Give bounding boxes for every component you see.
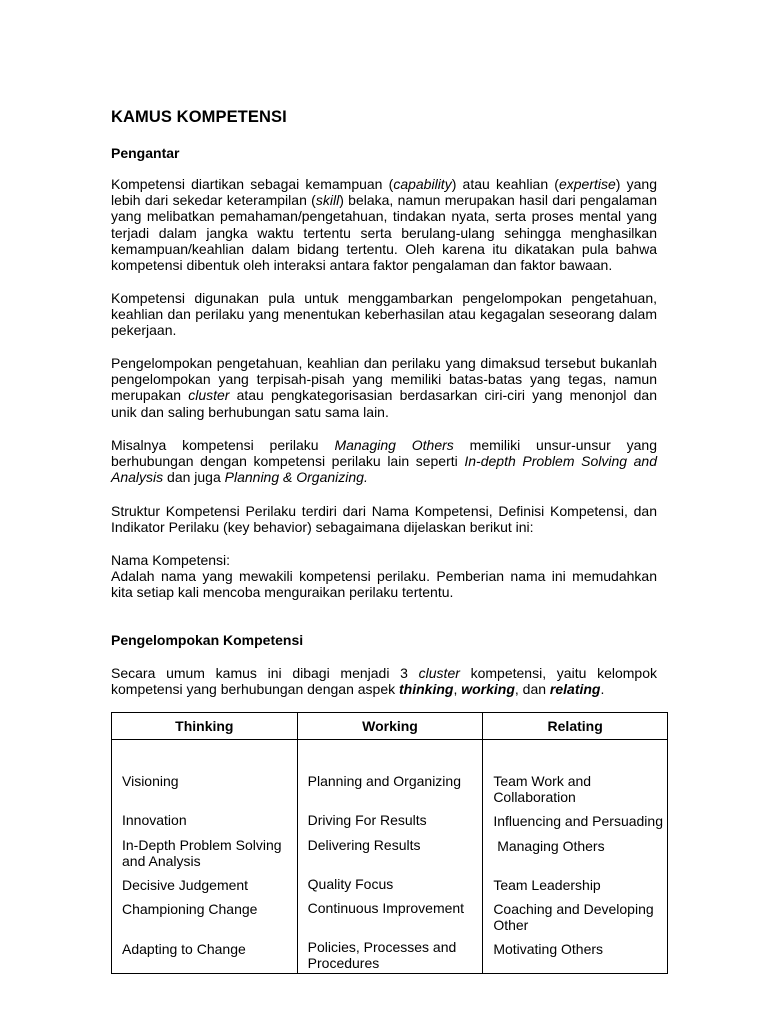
section-heading-pengelompokan: Pengelompokan Kompetensi bbox=[111, 632, 304, 648]
intro-paragraph-5: Struktur Kompetensi Perilaku terdiri dari Nama Kompetensi, Definisi Kompetensi, dan Indikator Perilaku (key behavior) sebagaimana dijelaskan berikut ini: bbox=[111, 503, 657, 536]
table-cell: Policies, Processes and Procedures bbox=[307, 939, 457, 972]
table-cell: Continuous Improvement bbox=[307, 900, 465, 916]
table-cell: Championing Change bbox=[122, 901, 258, 917]
thinking-column bbox=[112, 740, 298, 974]
intro-paragraph-4: Misalnya kompetensi perilaku Managing Others memiliki unsur-unsur yang berhubungan dengan kompetensi perilaku lain seperti In-depth Problem Solving and Analysis dan juga Planning & Organizing. bbox=[111, 437, 657, 486]
table-header-row bbox=[112, 713, 668, 740]
table-cell: Team Work and Collaboration bbox=[493, 773, 592, 806]
working-column bbox=[297, 740, 483, 974]
table-body-row bbox=[112, 740, 668, 974]
table-cell: Driving For Results bbox=[307, 812, 427, 828]
nama-kompetensi-label: Nama Kompetensi: bbox=[111, 552, 231, 568]
column-header-thinking: Thinking bbox=[112, 713, 298, 740]
table-cell: Motivating Others bbox=[493, 941, 604, 957]
table-cell: Delivering Results bbox=[307, 837, 421, 853]
document-title: KAMUS KOMPETENSI bbox=[111, 108, 287, 126]
table-cell: Team Leadership bbox=[493, 877, 601, 893]
competency-table bbox=[111, 712, 668, 974]
table-cell: In-Depth Problem Solving and Analysis bbox=[122, 837, 282, 870]
table-cell: Innovation bbox=[122, 812, 187, 828]
nama-kompetensi-text: Adalah nama yang mewakili kompetensi perilaku. Pemberian nama ini memudahkan kita setiap kali mencoba menguraikan perilaku tertentu. bbox=[111, 568, 657, 601]
table-cell: Planning and Organizing bbox=[307, 773, 461, 789]
grouping-paragraph: Secara umum kamus ini dibagi menjadi 3 cluster kompetensi, yaitu kelompok kompetensi yang berhubungan dengan aspek thinking, working, dan relating. bbox=[111, 665, 657, 698]
column-header-working: Working bbox=[297, 713, 483, 740]
section-heading-pengantar: Pengantar bbox=[111, 145, 180, 161]
table-cell: Managing Others bbox=[493, 838, 605, 854]
table-cell: Adapting to Change bbox=[122, 941, 246, 957]
table-cell: Visioning bbox=[122, 773, 179, 789]
table-cell: Decisive Judgement bbox=[122, 877, 249, 893]
relating-column bbox=[483, 740, 668, 974]
intro-paragraph-3: Pengelompokan pengetahuan, keahlian dan perilaku yang dimaksud tersebut bukanlah pengelompokan yang terpisah-pisah yang memiliki batas-batas yang tegas, namun merupakan cluster atau pengkategorisasian berdasarkan ciri-ciri yang menonjol dan unik dan saling berhubungan satu sama lain. bbox=[111, 355, 657, 420]
table-cell: Coaching and Developing Other bbox=[493, 901, 654, 934]
column-header-relating: Relating bbox=[483, 713, 668, 740]
table-cell: Quality Focus bbox=[307, 876, 394, 892]
table-cell: Influencing and Persuading bbox=[493, 813, 663, 829]
intro-paragraph-2: Kompetensi digunakan pula untuk menggambarkan pengelompokan pengetahuan, keahlian dan perilaku yang menentukan keberhasilan atau kegagalan seseorang dalam pekerjaan. bbox=[111, 290, 657, 339]
intro-paragraph-1: Kompetensi diartikan sebagai kemampuan (capability) atau keahlian (expertise) yang lebih dari sekedar keterampilan (skill) belaka, namun merupakan hasil dari pengalaman yang melibatkan pemahaman/pengetahuan, tindakan nyata, serta proses mental yang terjadi dalam jangka waktu tertentu serta berulang-ulang sehingga menghasilkan kemampuan/keahlian dalam bidang tertentu. Oleh karena itu dikatakan pula bahwa kompetensi dibentuk oleh interaksi antara faktor pengalaman dan faktor bawaan. bbox=[111, 176, 657, 274]
